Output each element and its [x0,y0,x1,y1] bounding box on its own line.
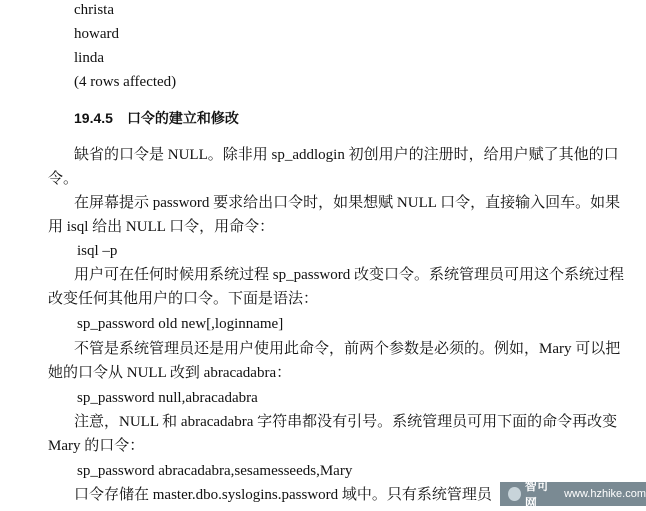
paragraph-3-cont: 改变任何其他用户的口令。下面是语法： [48,291,319,307]
paragraph-6: 口令存储在 master.dbo.syslogins.password 域中。只有系统管理员 [74,487,492,503]
output-row: christa [74,2,114,18]
paragraph-2: 在屏幕提示 password 要求给出口令时，如果想赋 NULL 口令，直接输入回车。如果 [74,195,621,211]
paragraph-5-cont: Mary 的口令： [48,438,145,454]
code-example-2: sp_password abracadabra,sesamesseeds,Mary [77,463,353,479]
paragraph-5: 注意，NULL 和 abracadabra 字符串都没有引号。系统管理员可用下面的命令再改变 [74,414,618,430]
section-heading [74,108,239,128]
output-row: howard [74,26,119,42]
paragraph-4: 不管是系统管理员还是用户使用此命令，前两个参数是必须的。例如，Mary 可以把 [74,341,621,357]
section-title: 口令的建立和修改 [126,110,239,126]
paragraph-2-cont: 用 isql 给出 NULL 口令，用命令： [48,219,275,235]
watermark-brand: 智可网 [524,479,549,510]
output-row: linda [74,50,104,66]
rows-affected: (4 rows affected) [74,74,177,90]
watermark-banner [500,479,646,510]
code-syntax: sp_password old new[,loginname] [77,316,284,332]
code-isql: isql –p [77,243,118,259]
paragraph-4-cont: 她的口令从 NULL 改到 abracadabra： [48,365,292,381]
watermark-logo-icon [508,487,521,501]
code-example-1: sp_password null,abracadabra [77,390,258,406]
paragraph-3: 用户可在任何时候用系统过程 sp_password 改变口令。系统管理员可用这个系统过程 [74,267,625,283]
section-number: 19.4.5 [74,110,113,126]
watermark-url: www.hzhike.com [564,488,646,500]
paragraph-1-cont: 令。 [48,171,79,187]
paragraph-1: 缺省的口令是 NULL。除非用 sp_addlogin 初创用户的注册时，给用户赋了其他的口 [74,147,619,163]
